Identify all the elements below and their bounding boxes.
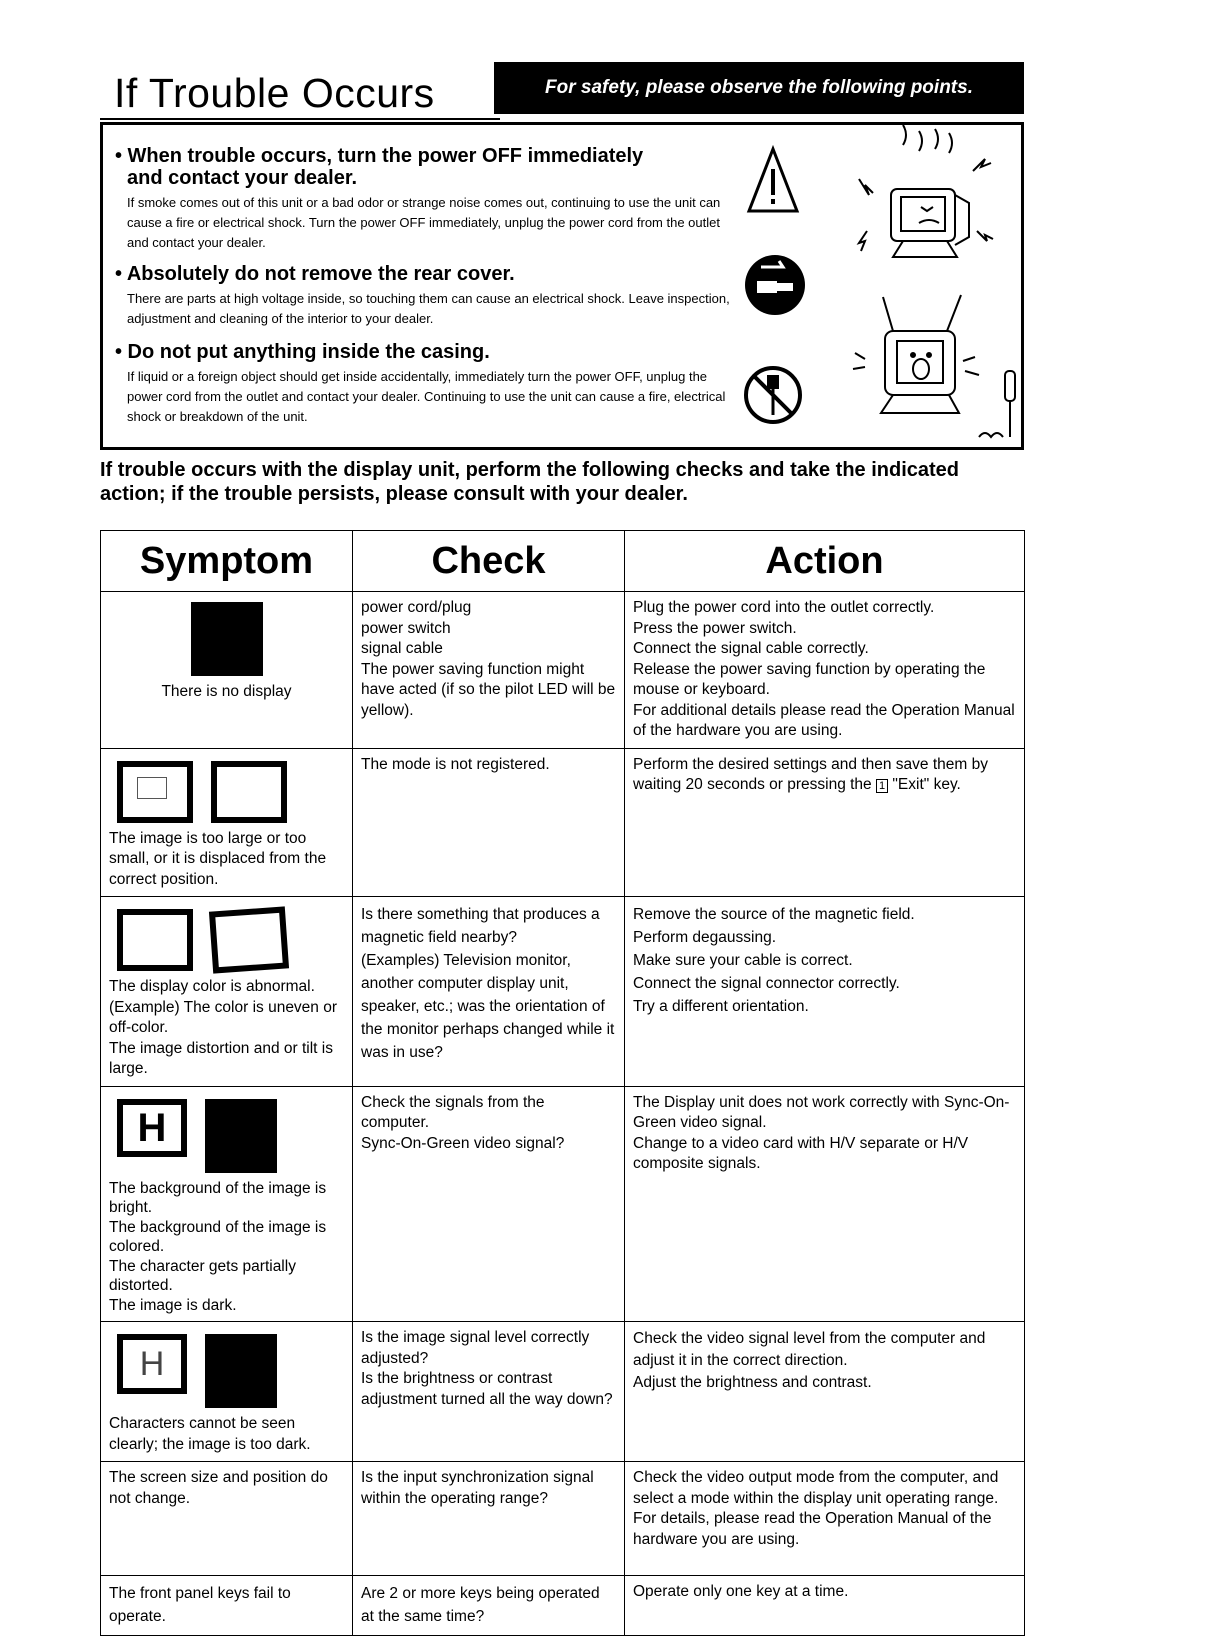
check-cell: Are 2 or more keys being operated at the same time?	[353, 1576, 625, 1636]
symptom-text: The image is too large or too small, or it is displaced from the correct position.	[109, 829, 327, 888]
no-tools-icon	[746, 368, 800, 422]
dark-screen-icon	[205, 1334, 277, 1408]
action-cell: Plug the power cord into the outlet correctly. Press the power switch. Connect the signal cable correctly. Release the power saving function by operating the mouse or keyboard. For additional details please read the Operation Manual of the hardware you are using.	[625, 592, 1025, 749]
column-header-action: Action	[625, 531, 1025, 592]
discolored-screen-icon	[117, 909, 193, 971]
symptom-cell	[101, 897, 353, 1087]
small-image-screen-icon	[117, 761, 193, 823]
action-cell: The Display unit does not work correctly with Sync-On-Green video signal. Change to a video card with H/V separate or H/V composite signals.	[625, 1086, 1025, 1322]
symptom-cell	[101, 748, 353, 897]
table-header-row	[101, 531, 1025, 592]
symptom-text: The background of the image is bright. The background of the image is colored. The character gets partially distorted. The image is dark.	[109, 1179, 327, 1314]
empty-frame-screen-icon	[211, 761, 287, 823]
action-cell: Remove the source of the magnetic field. Perform degaussing. Make sure your cable is correct. Connect the signal connector correctly. Try a different orientation.	[625, 897, 1025, 1087]
warning-triangle-icon	[749, 149, 797, 211]
exit-key-icon: 1	[876, 779, 888, 793]
check-cell: The mode is not registered.	[353, 748, 625, 897]
safety-point-rear-cover	[115, 263, 735, 329]
table-row	[101, 1576, 1025, 1636]
safety-illustrations	[743, 125, 1021, 447]
action-cell: Operate only one key at a time.	[625, 1576, 1025, 1636]
symptom-text: There is no display	[161, 683, 292, 700]
symptom-text: Characters cannot be seen clearly; the image is too dark.	[109, 1415, 311, 1453]
page-title: If Trouble Occurs	[114, 70, 435, 116]
check-cell: Is the input synchronization signal within the operating range?	[353, 1462, 625, 1576]
action-cell: Perform the desired settings and then save them by waiting 20 seconds or pressing the 1 "Exit" key.	[625, 748, 1025, 897]
table-row	[101, 1322, 1025, 1462]
table-row	[101, 1086, 1025, 1322]
monitor-rear-cover-illustration	[853, 295, 1015, 437]
safety-point-heading: • When trouble occurs, turn the power OFF immediately and contact your dealer.	[115, 145, 644, 189]
troubleshooting-table	[100, 530, 1025, 1636]
safety-point-casing	[115, 341, 735, 427]
check-cell: Check the signals from the computer. Sync-On-Green video signal?	[353, 1086, 625, 1322]
smoking-monitor-illustration	[859, 125, 993, 257]
symptom-cell: The screen size and position do not change.	[101, 1462, 353, 1576]
faint-character-screen-icon: H	[117, 1334, 187, 1394]
h-character-screen-icon: H	[117, 1099, 187, 1157]
safety-box	[100, 122, 1024, 450]
table-row	[101, 1462, 1025, 1576]
table-row	[101, 592, 1025, 749]
title-underline	[100, 118, 500, 120]
check-cell: Is there something that produces a magnetic field nearby? (Examples) Television monitor, another computer display unit, speaker, etc.; was the orientation of the monitor perhaps changed while it was in use?	[353, 897, 625, 1087]
symptom-cell: The front panel keys fail to operate.	[101, 1576, 353, 1636]
tilted-screen-icon	[209, 906, 289, 973]
safety-point-heading: • Do not put anything inside the casing.	[115, 341, 490, 363]
blank-screen-icon	[191, 602, 263, 676]
safety-point-body: There are parts at high voltage inside, so touching them can cause an electrical shock. Leave inspection, adjustment and cleaning of the interior to your dealer.	[127, 291, 730, 326]
safety-point-power-off	[115, 145, 735, 253]
page-header	[100, 62, 1024, 122]
action-cell: Check the video output mode from the computer, and select a mode within the display unit operating range. For details, please read the Operation Manual of the hardware you are using.	[625, 1462, 1025, 1576]
symptom-cell	[101, 1322, 353, 1462]
table-row	[101, 748, 1025, 897]
table-row	[101, 897, 1025, 1087]
safety-point-heading: • Absolutely do not remove the rear cover.	[115, 263, 515, 285]
dark-screen-icon	[205, 1099, 277, 1173]
column-header-symptom: Symptom	[101, 531, 353, 592]
column-header-check: Check	[353, 531, 625, 592]
safety-point-body: If liquid or a foreign object should get inside accidentally, immediately turn the power OFF, unplug the power cord from the outlet and contact your dealer. Continuing to use the unit can cause a fire, electrical shock or breakdown of the unit.	[127, 369, 726, 424]
symptom-cell	[101, 1086, 353, 1322]
symptom-cell	[101, 592, 353, 749]
safety-banner: For safety, please observe the following points.	[494, 62, 1024, 114]
intro-text: If trouble occurs with the display unit, perform the following checks and take the indicated action; if the trouble persists, please consult with your dealer.	[100, 459, 960, 505]
action-cell: Check the video signal level from the computer and adjust it in the correct direction. Adjust the brightness and contrast.	[625, 1322, 1025, 1462]
unplug-icon	[745, 255, 805, 315]
check-cell: Is the image signal level correctly adjusted? Is the brightness or contrast adjustment turned all the way down?	[353, 1322, 625, 1462]
check-cell: power cord/plug power switch signal cable The power saving function might have acted (if so the pilot LED will be yellow).	[353, 592, 625, 749]
safety-point-body: If smoke comes out of this unit or a bad odor or strange noise comes out, continuing to use the unit can cause a fire or electrical shock. Turn the power OFF immediately, unplug the power cord from the outlet and contact your dealer.	[127, 195, 721, 250]
symptom-text: The display color is abnormal. (Example) The color is uneven or off-color. The image distortion and or tilt is large.	[109, 978, 338, 1077]
